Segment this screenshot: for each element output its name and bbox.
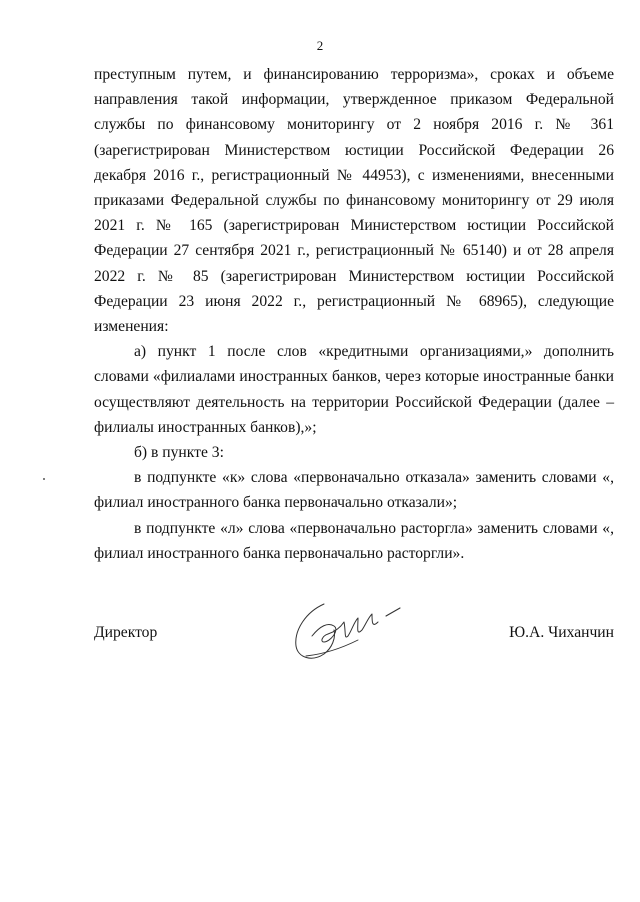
paragraph-item-b: б) в пункте 3: xyxy=(134,444,224,462)
document-body xyxy=(94,62,614,566)
page-number: 2 xyxy=(316,38,324,53)
paragraph-subitem-l: в подпункте «л» слова «первоначально расторгла» заменить словами «, филиал иностранного банка первоначально расторгли». xyxy=(94,519,614,562)
signatory-name: Ю.А. Чиханчин xyxy=(509,624,614,641)
scan-dot xyxy=(43,478,45,480)
signatory-title: Директор xyxy=(94,624,158,641)
paragraph-item-a: а) пункт 1 после слов «кредитными организациями,» дополнить словами «филиалами иностранных банков, через которые иностранные банки осуществляют деятельность на территории Российской Федерации (далее – филиалы иностранных банков),»; xyxy=(94,343,614,436)
paragraph-intro: преступным путем, и финансированию терроризма», сроках и объеме направления такой информации, утвержденное приказом Федеральной службы по финансовому мониторингу от 2 ноября 2016 г. № 361 (зарегистрирован Министерством юстиции Российской Федерации 26 декабря 2016 г., регистрационный № 44953), с изменениями, внесенными приказами Федеральной службы по финансовому мониторингу от 29 июля 2021 г. № 165 (зарегистрирован Министерством юстиции Российской Федерации 27 сентября 2021 г., регистрационный № 65140) и от 28 апреля 2022 г. № 85 (зарегистрирован Министерством юстиции Российской Федерации 23 июня 2022 г., регистрационный № 68965), следующие изменения: xyxy=(94,66,614,336)
handwritten-signature xyxy=(284,596,404,668)
paragraph-subitem-k: в подпункте «к» слова «первоначально отказала» заменить словами «, филиал иностранного банка первоначально отказали»; xyxy=(94,469,614,512)
